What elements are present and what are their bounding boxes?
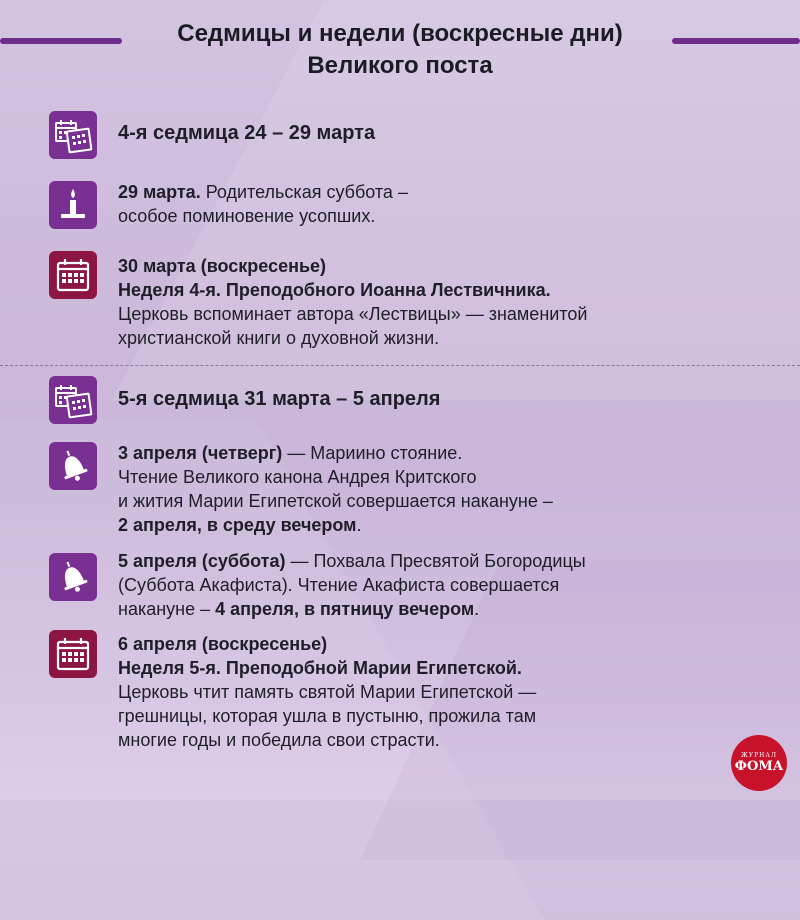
entry-date: 5 апреля (суббота) xyxy=(118,551,286,571)
entry-text: — Мариино стояние. xyxy=(282,443,463,463)
bell-icon xyxy=(49,442,97,490)
logo-title: ФОМА xyxy=(734,759,784,774)
entry-title: Неделя 5-я. Преподобной Марии Египетской. xyxy=(118,658,522,678)
page-title xyxy=(0,18,800,82)
calendar-weekly-icon xyxy=(49,376,97,424)
calendar-icon xyxy=(49,630,97,678)
entry-text: — Похвала Пресвятой Богородицы xyxy=(285,551,586,571)
entry-highlight: 2 апреля, в среду вечером xyxy=(118,515,357,535)
entry-text: накануне – xyxy=(118,599,216,619)
entry-highlight: 4 апреля, в пятницу вечером xyxy=(215,599,475,619)
calendar-weekly-icon xyxy=(49,111,97,159)
entry-text: христианской книги о духовной жизни. xyxy=(118,328,440,348)
entry-april-6 xyxy=(118,632,758,752)
logo-subtitle: ЖУРНАЛ xyxy=(741,752,777,759)
entry-text: грешницы, которая ушла в пустыню, прожила там xyxy=(118,706,537,726)
entry-march-30 xyxy=(118,254,758,350)
foma-logo xyxy=(731,735,787,791)
entry-text: особое поминовение усопших. xyxy=(118,206,376,226)
entry-text: . xyxy=(356,515,362,535)
week-5-heading: 5-я седмица 31 марта – 5 апреля xyxy=(118,388,441,410)
entry-text: многие годы и победила свои страсти. xyxy=(118,730,440,750)
entry-date: 29 марта. xyxy=(118,182,201,202)
page-title-line1: Седмицы и недели (воскресные дни) xyxy=(177,20,623,47)
entry-title: Неделя 4-я. Преподобного Иоанна Лествичника. xyxy=(118,280,551,300)
entry-date: 3 апреля (четверг) xyxy=(118,443,283,463)
bell-icon xyxy=(49,553,97,601)
entry-text: и жития Марии Египетской совершается накануне – xyxy=(118,491,553,511)
entry-date: 30 марта (воскресенье) xyxy=(118,256,327,276)
entry-april-5 xyxy=(118,549,758,621)
entry-text: Церковь вспоминает автора «Лествицы» — знаменитой xyxy=(118,304,588,324)
page-title-line2: Великого поста xyxy=(307,52,493,79)
entry-march-29 xyxy=(118,180,758,228)
entry-text: Церковь чтит память святой Марии Египетской — xyxy=(118,682,537,702)
week-4-heading: 4-я седмица 24 – 29 марта xyxy=(118,122,376,144)
entry-text: . xyxy=(474,599,480,619)
entry-april-3 xyxy=(118,441,758,537)
entry-text: (Суббота Акафиста). Чтение Акафиста совершается xyxy=(118,575,560,595)
section-divider xyxy=(0,365,800,366)
entry-text: Чтение Великого канона Андрея Критского xyxy=(118,467,477,487)
calendar-icon xyxy=(49,251,97,299)
entry-text: Родительская суббота – xyxy=(200,182,408,202)
candle-icon xyxy=(49,181,97,229)
entry-date: 6 апреля (воскресенье) xyxy=(118,634,328,654)
